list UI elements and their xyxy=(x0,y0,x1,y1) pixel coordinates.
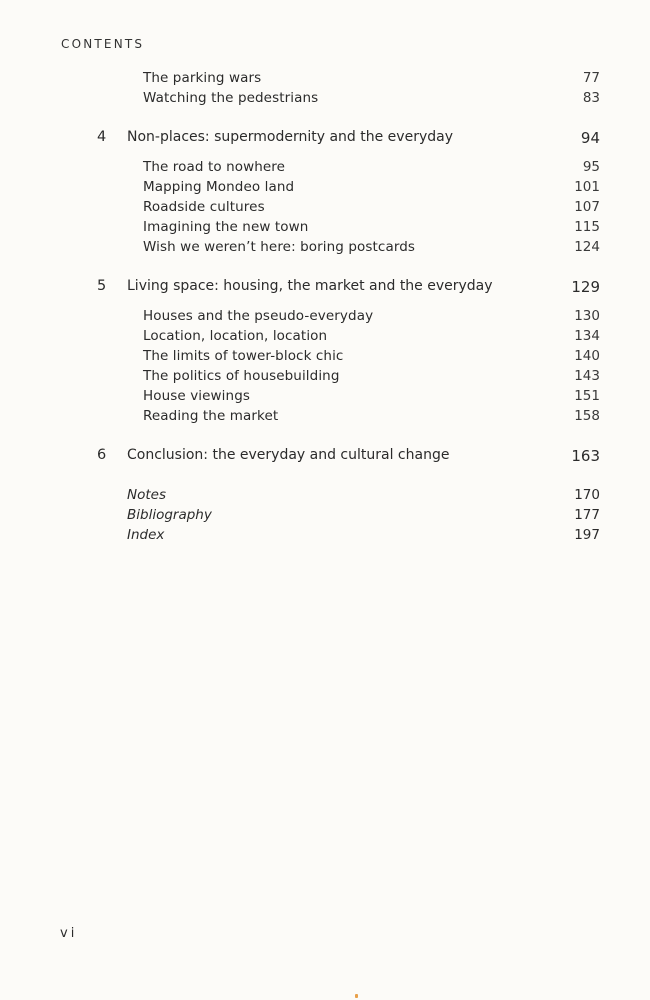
entry-title: The road to nowhere xyxy=(143,159,286,175)
toc-entry-chapter xyxy=(0,129,650,149)
entry-title: Imagining the new town xyxy=(143,219,309,235)
chapter-title: Non-places: supermodernity and the everyday xyxy=(127,129,453,145)
entry-page: 140 xyxy=(574,348,600,364)
toc-entry-backmatter xyxy=(0,507,650,527)
paper-speck xyxy=(355,994,358,998)
entry-page: 95 xyxy=(582,159,600,175)
chapter-page: 163 xyxy=(571,447,600,465)
chapter-title: Living space: housing, the market and the everyday xyxy=(127,278,493,294)
entry-title: Mapping Mondeo land xyxy=(143,179,295,195)
entry-page: 107 xyxy=(574,199,600,215)
entry-page: 134 xyxy=(574,328,600,344)
entry-title: Notes xyxy=(127,487,166,503)
entry-title: The limits of tower-block chic xyxy=(143,348,344,364)
chapter-number: 6 xyxy=(97,447,107,463)
chapter-page: 94 xyxy=(580,129,600,147)
page-folio: vi xyxy=(60,926,78,941)
chapter-number: 5 xyxy=(97,278,107,294)
entry-title: Reading the market xyxy=(143,408,279,424)
toc-entry-section xyxy=(0,408,650,428)
entry-page: 170 xyxy=(574,487,600,503)
chapter-number: 4 xyxy=(97,129,107,145)
entry-title: Index xyxy=(127,527,165,543)
toc-entry-section xyxy=(0,70,650,90)
toc-entry-section xyxy=(0,219,650,239)
entry-title: Watching the pedestrians xyxy=(143,90,319,106)
entry-title: House viewings xyxy=(143,388,250,404)
toc-entry-backmatter xyxy=(0,527,650,547)
entry-page: 143 xyxy=(574,368,600,384)
toc-entry-section xyxy=(0,179,650,199)
entry-title: Houses and the pseudo-everyday xyxy=(143,308,374,324)
entry-page: 151 xyxy=(574,388,600,404)
entry-page: 101 xyxy=(574,179,600,195)
entry-page: 197 xyxy=(574,527,600,543)
entry-page: 177 xyxy=(574,507,600,523)
toc-entry-section xyxy=(0,159,650,179)
entry-page: 130 xyxy=(574,308,600,324)
entry-page: 115 xyxy=(574,219,600,235)
entry-page: 158 xyxy=(574,408,600,424)
toc-entry-chapter xyxy=(0,278,650,298)
entry-title: Bibliography xyxy=(127,507,212,523)
entry-title: Roadside cultures xyxy=(143,199,265,215)
toc-entry-section xyxy=(0,328,650,348)
toc-entry-section xyxy=(0,368,650,388)
chapter-page: 129 xyxy=(571,278,600,296)
running-head: CONTENTS xyxy=(61,37,145,51)
toc-entry-section xyxy=(0,239,650,259)
toc-entry-chapter xyxy=(0,447,650,467)
entry-page: 77 xyxy=(582,70,600,86)
entry-title: Wish we weren’t here: boring postcards xyxy=(143,239,416,255)
toc-entry-section xyxy=(0,199,650,219)
entry-title: The parking wars xyxy=(143,70,262,86)
toc-entry-backmatter xyxy=(0,487,650,507)
toc-entry-section xyxy=(0,388,650,408)
toc-entry-section xyxy=(0,308,650,328)
toc-entry-section xyxy=(0,90,650,110)
entry-page: 83 xyxy=(582,90,600,106)
chapter-title: Conclusion: the everyday and cultural change xyxy=(127,447,450,463)
toc-entry-section xyxy=(0,348,650,368)
entry-page: 124 xyxy=(574,239,600,255)
entry-title: The politics of housebuilding xyxy=(143,368,340,384)
entry-title: Location, location, location xyxy=(143,328,328,344)
